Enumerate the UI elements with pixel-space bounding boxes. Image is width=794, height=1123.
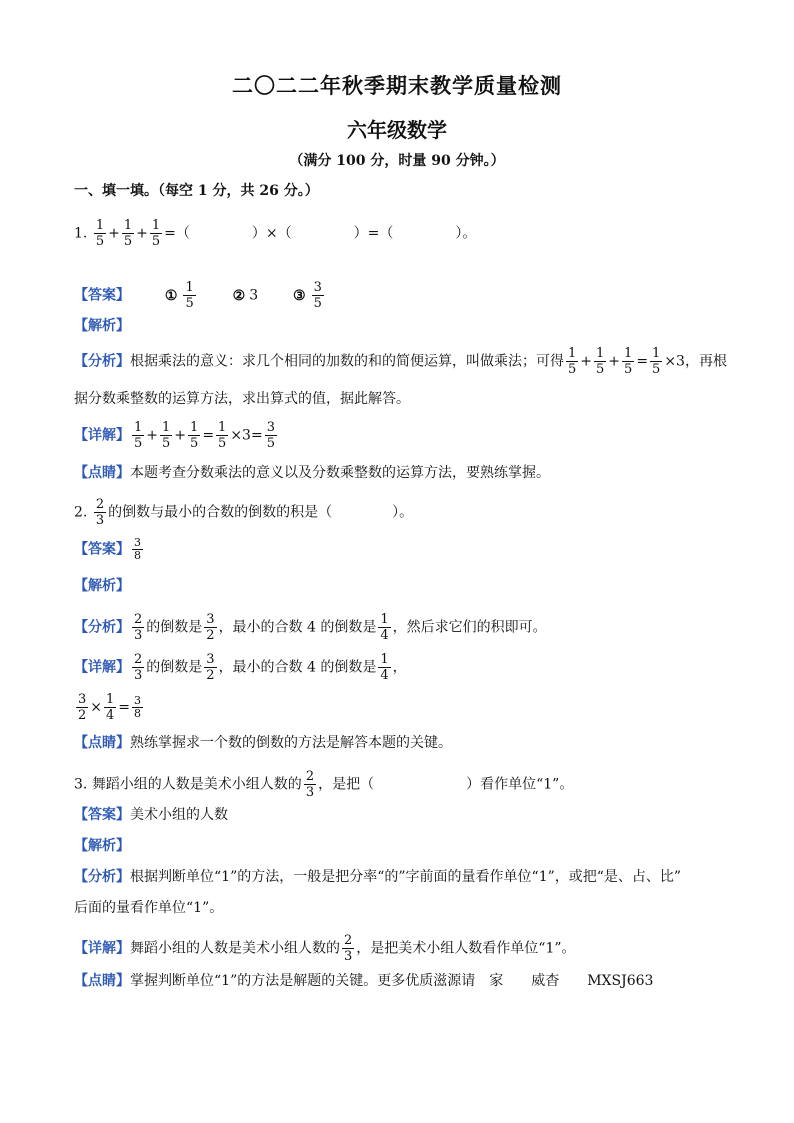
- exam-title: 二〇二二年秋季期末教学质量检测: [232, 73, 562, 98]
- answer-value: 美术小组的人数: [130, 807, 228, 823]
- dianjing-row-2: 【点睛】熟练掌握求一个数的倒数的方法是解答本题的关键。: [74, 735, 452, 751]
- question-number: 1.: [74, 225, 88, 242]
- fraction: $\frac{1}{5}$: [151, 218, 161, 249]
- analysis-label-2: 【解析】: [74, 578, 130, 594]
- detail-row-2: 【详解】 $\frac{2}{3}$ 的倒数是 $\frac{3}{2}$ ，最小的合数 4 的倒数是 $\frac{1}{4}$ ，: [74, 652, 407, 683]
- question-number: 3.: [74, 776, 88, 793]
- question-3: 3. 舞蹈小组的人数是美术小组人数的 $\frac{2}{3}$ ，是把（ ）看作单位“1”。: [74, 769, 574, 800]
- answer-label: 【答案】: [74, 287, 130, 304]
- analysis-label-1: 【解析】: [74, 318, 130, 334]
- fraction: $\frac{1}{5}$: [95, 218, 105, 249]
- detail-row-2b: $\frac{3}{2}$ × $\frac{1}{4}$ = $\frac{3}{8}$: [78, 692, 142, 723]
- fenxi-row-1: 【分析】根据乘法的意义：求几个相同的加数的和的简便运算，叫做乘法；可得 $\frac{1}{5}$ + $\frac{1}{5}$ + $\frac{1}{5}$ = $\frac{1}{5}$ ×3，再根: [74, 346, 727, 377]
- exam-note: （满分 100 分，时量 90 分钟。）: [289, 153, 505, 169]
- dianjing-row-1: 【点睛】本题考查分数乘法的意义以及分数乘整数的运算方法，要熟练掌握。: [74, 465, 550, 481]
- question-2: 2. $\frac{2}{3}$ 的倒数与最小的合数的倒数的积是（ ）。: [74, 497, 414, 528]
- answer-row-2: 【答案】 $\frac{3}{8}$: [74, 536, 141, 562]
- fenxi-row-3: 【分析】根据判断单位“1”的方法，一般是把分率“的”字前面的量看作单位“1”，或把“是、占、比”: [74, 869, 682, 885]
- fraction: $\frac{1}{5}$: [123, 218, 133, 249]
- section-heading: 一、填一填。（每空 1 分，共 26 分。）: [74, 183, 319, 199]
- fenxi-row-1b: 据分数乘整数的运算方法，求出算式的值，据此解答。: [74, 391, 410, 407]
- fenxi-row-3b: 后面的量看作单位“1”。: [74, 900, 224, 916]
- detail-row-1: 【详解】 $\frac{1}{5}$ + $\frac{1}{5}$ + $\frac{1}{5}$ = $\frac{1}{5}$ ×3= $\frac{3}{5}$: [74, 420, 275, 451]
- question-number: 2.: [74, 504, 88, 521]
- answer-row-3: 【答案】美术小组的人数: [74, 807, 228, 823]
- fenxi-row-2: 【分析】 $\frac{2}{3}$ 的倒数是 $\frac{3}{2}$ ，最小的合数 4 的倒数是 $\frac{1}{4}$ ，然后求它们的积即可。: [74, 612, 547, 643]
- answer-value: 3: [249, 287, 259, 304]
- dianjing-row-3: 【点睛】掌握判断单位“1”的方法是解题的关键。更多优质滋源请 家 威杳 MXSJ663: [74, 973, 654, 989]
- answer-row-1: 【答案】 ① $\frac{1}{5}$ ② 3 ③ $\frac{3}{5}$: [74, 280, 322, 311]
- exam-subtitle: 六年级数学: [347, 118, 447, 142]
- detail-row-3: 【详解】舞蹈小组的人数是美术小组人数的 $\frac{2}{3}$ ，是把美术小组人数看作单位“1”。: [74, 933, 576, 964]
- analysis-label-3: 【解析】: [74, 838, 130, 854]
- question-1: 1. $\frac{1}{5}$ + $\frac{1}{5}$ + $\frac{1}{5}$ =（ ）×（ ）=（ ）。: [74, 218, 477, 249]
